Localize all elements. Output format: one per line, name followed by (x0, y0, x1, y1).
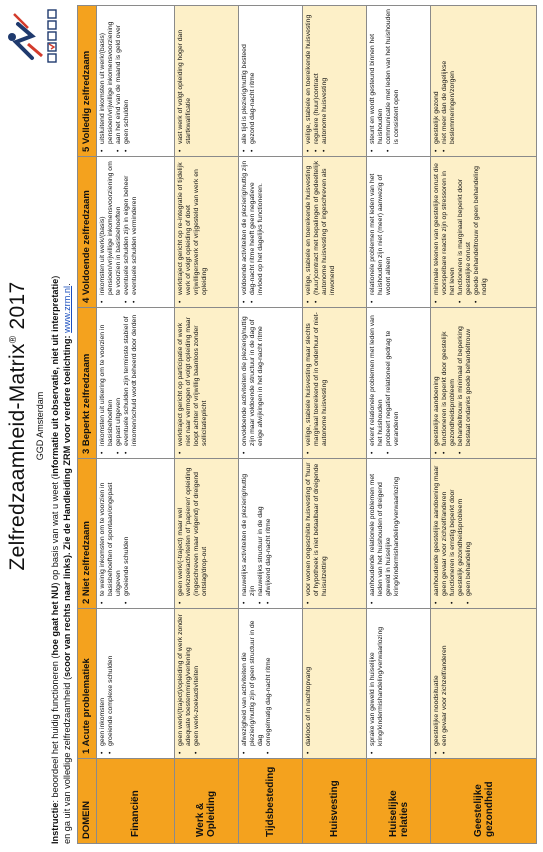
criteria-item: • aanhoudende relationele problemen met leden van het huishouden of dreigend geweld in huiselijke kring/kindermishandeling/verwaarlozing (369, 462, 401, 598)
criteria-item: • functioneren is beperkt door geestelijk gezondheidsprobleem (441, 311, 457, 448)
criteria-list (177, 612, 201, 755)
zrm-logo-icon (2, 6, 64, 68)
criteria-list (241, 9, 257, 153)
criteria-item: • goede behandeltrouw of geen behandeling nodig (473, 160, 489, 297)
header-limited: 3 Beperkt zelfredzaam (78, 308, 97, 459)
zrm-matrix-table (77, 5, 537, 844)
criteria-list (99, 9, 131, 153)
matrix-cell (174, 6, 238, 157)
criteria-item: • erkent relationele problemen met leden van het huishouden (369, 311, 385, 448)
criteria-list (177, 160, 209, 304)
criteria-item: • nauwelijks structuur in de dag (257, 462, 265, 598)
criteria-item: • afwezigheid van activiteiten die plezierig/nuttig zijn of geen structuur in de dag (241, 612, 265, 748)
matrix-cell (239, 6, 303, 157)
header-domain: DOMEIN (78, 759, 97, 844)
criteria-item: • geen werk/(-traject) maar wel werkzoekactiviteiten of 'papieren' opleiding (ingeschreven maar volgend) of dreigend ontslag/drop-out (177, 462, 209, 598)
criteria-item: • aanhoudende geestelijke aandoening maar geen gevaar voor zichzelf/anderen (433, 462, 449, 598)
criteria-list (99, 311, 139, 455)
criteria-item: • behandeltrouw is minimaal of beperking bestaat ondanks goede behandeltrouw (457, 311, 473, 448)
criteria-item: • geen werk/(traject)/opleiding of werk zonder adequate toestemming/verlening (177, 612, 193, 748)
criteria-list (241, 612, 273, 755)
criteria-list (433, 160, 489, 304)
criteria-item: • geestelijke noodsituatie (433, 612, 441, 748)
criteria-item: • veilige, stabiele huisvesting maar slechts marginaal toereikend of in onderhuur of niet-autonome huisvesting (305, 311, 329, 448)
criteria-list (369, 9, 401, 153)
title-text: Zelfredzaamheid-Matrix (6, 343, 29, 571)
domain-label: Financiën (97, 759, 175, 844)
criteria-item: • dakloos of in nachtopvang (305, 612, 313, 748)
criteria-list (305, 160, 337, 304)
criteria-item: • probeert negatief relationeel gedrag te veranderen (385, 311, 401, 448)
criteria-item: • werktraject gericht op re-integratie of tijdelijk werk of volgt opleiding of doet vrijwilligerswerk of vrijgesteld van werk en opleiding (177, 160, 209, 297)
criteria-item: • alle tijd is plezierig/nuttig besteed (241, 9, 249, 146)
domain-label: Huiselijke relaties (367, 759, 431, 844)
matrix-cell (97, 459, 175, 609)
criteria-item: • geestelijke aandoening (433, 311, 441, 448)
matrix-cell (303, 308, 367, 459)
header-sufficient: 4 Voldoende zelfredzaam (78, 157, 97, 308)
zrm-link[interactable]: www.zrm.nl (62, 285, 72, 333)
instruction-bold: ). Zie de Handleiding ZRM voor verdere toelichting: (62, 332, 72, 558)
instruction-part: ) op basis van wat u weet ( (50, 476, 60, 586)
criteria-item: • te weinig inkomsten om te voorzien in basisbehoeften of spontaan/ongepast uitgeven (99, 462, 123, 598)
matrix-cell (239, 459, 303, 609)
registered-mark: ® (8, 335, 19, 344)
matrix-cell (431, 157, 537, 308)
matrix-cell (174, 459, 238, 609)
criteria-list (241, 462, 273, 605)
criteria-item: • voldoende activiteiten die plezierig/nuttig zijn (241, 160, 249, 297)
criteria-item: • onregelmatig dag-nacht ritme (265, 612, 273, 748)
table-row (239, 6, 303, 844)
criteria-item: • dag-nacht ritme heeft geen negatieve invloed op het dagelijks functioneren. (249, 160, 265, 297)
criteria-item: • eventuele schulden verminderen (131, 160, 139, 297)
instruction-bold: hoe gaat het NU (50, 585, 60, 656)
instruction-text (49, 144, 73, 844)
matrix-cell (97, 308, 175, 459)
criteria-list (99, 160, 139, 304)
instruction-bold: scoor van rechts naar links (62, 558, 72, 677)
instruction-part: en ga uit van volledige zelfredzaamheid ( (62, 676, 72, 844)
table-row (97, 6, 175, 844)
criteria-item: • gepast uitgeven (115, 311, 123, 448)
criteria-item: • werktraject gericht op participatie of werk niet naar vermogen of volgt opleiding maar loopt achter of vrijwillig baanloos zonder sollicitatieplicht (177, 311, 209, 448)
matrix-cell (174, 157, 238, 308)
domain-label: Huisvesting (303, 759, 367, 844)
criteria-item: • relationele problemen met leden van het huishouden zijn niet (meer) aanwezig of woont alleen (369, 160, 393, 297)
matrix-cell (97, 6, 175, 157)
criteria-item: • eventuele schulden zijn terminste stabiel of inkomen/schuld wordt beheerd door derden (123, 311, 139, 448)
matrix-cell (303, 6, 367, 157)
table-row (431, 6, 537, 844)
matrix-cell (431, 6, 537, 157)
criteria-list (433, 9, 457, 153)
criteria-item: • aan het eind van de maand is geld over (115, 9, 123, 146)
criteria-item: • autonome huisvesting (321, 9, 329, 146)
criteria-list (433, 462, 473, 605)
instruction-part: ) (50, 275, 60, 279)
criteria-list (99, 612, 115, 755)
matrix-cell (431, 609, 537, 759)
criteria-item: • inkomsten uit werk/(basis) pensioen/vrijwillige inkomensvoorziening om te voorzien in basisbehoeften (99, 160, 123, 297)
matrix-cell (303, 459, 367, 609)
header-fully: 5 Volledig zelfredzaam (78, 6, 97, 157)
criteria-item: • een gevaar voor zichzelf/anderen (441, 612, 449, 748)
instruction-part: : beoordeel het huidig functioneren ( (50, 655, 60, 803)
criteria-list (305, 612, 313, 755)
matrix-cell (303, 609, 367, 759)
matrix-cell (97, 157, 175, 308)
matrix-cell (303, 157, 367, 308)
instruction-part: . (62, 283, 72, 286)
instruction-label: Instructie (50, 802, 60, 844)
title-year: 2017 (6, 281, 29, 330)
criteria-item: • voor wonen ongeschikte huisvesting of 'huur of hypotheek is niet betaalbaar of dreigende huisuitzetting (305, 462, 329, 598)
criteria-item: • minimale tekenen van geestelijke onrust die voorspelbare reactie zijn op stressoren in het leven (433, 160, 457, 297)
matrix-cell (174, 308, 238, 459)
criteria-item: • (huur)contract met bepalingen of gedeeltelijk autonome huisvesting of ingeschreven als inwonend (313, 160, 337, 297)
criteria-item: • niet meer dan de dagelijkse beslommeringen/zorgen (441, 9, 457, 146)
domain-label: Geestelijke gezondheid (431, 759, 537, 844)
criteria-item: • nauwelijks activiteiten die plezierig/nuttig zijn (241, 462, 257, 598)
criteria-item: • communicatie met leden van het huishouden is consistent open (385, 9, 401, 146)
criteria-item: • geen schulden (123, 9, 131, 146)
criteria-item: • gezond dag-nacht ritme (249, 9, 257, 146)
domain-label: Tijdsbesteding (239, 759, 303, 844)
criteria-list (99, 462, 131, 605)
criteria-list (433, 311, 473, 455)
criteria-item: • geen behandeling (465, 462, 473, 598)
criteria-list (177, 9, 193, 153)
table-row (303, 6, 367, 844)
criteria-item: • vast werk of volgt opleiding hoger dan startkwalificatie (177, 9, 193, 146)
header-not-self-reliant: 2 Niet zelfredzaam (78, 459, 97, 609)
matrix-cell (367, 157, 431, 308)
criteria-list (241, 160, 265, 304)
criteria-item: • sprake van geweld in huiselijke kring/kindermishandeling/verwaarlozing (369, 612, 385, 748)
matrix-body (97, 6, 537, 844)
criteria-item: • veilige, stabiele en toereikende huisvesting (305, 9, 313, 146)
criteria-list (305, 311, 329, 455)
criteria-list (433, 612, 449, 755)
matrix-cell (367, 6, 431, 157)
criteria-list (241, 311, 265, 455)
criteria-item: • eventuele schulden zijn in eigen beheer (123, 160, 131, 297)
criteria-list (369, 462, 401, 605)
criteria-list (177, 462, 209, 605)
criteria-list (177, 311, 209, 455)
criteria-item: • functioneren is marginaal beperkt door geestelijke onrust (457, 160, 473, 297)
criteria-item: • groeiende schulden (123, 462, 131, 598)
criteria-item: • geestelijk gezond (433, 9, 441, 146)
matrix-cell (239, 308, 303, 459)
matrix-cell (174, 609, 238, 759)
criteria-item: • steunt en wordt gesteund binnen het huishouden (369, 9, 385, 146)
criteria-list (305, 462, 329, 605)
criteria-item: • inkomsten uit uitkering om te voorzien in basisbehoeften (99, 311, 115, 448)
criteria-list (369, 612, 385, 755)
matrix-cell (431, 459, 537, 609)
criteria-item: • uitsluitend inkomsten uit werk/(basis) pensioen/vrijwillige inkomensvoorziening (99, 9, 115, 146)
subtitle: GGD Amsterdam (35, 391, 45, 461)
page-title (6, 0, 30, 852)
matrix-cell (239, 609, 303, 759)
domain-label: Werk & Opleiding (174, 759, 238, 844)
criteria-item: • onvoldoende activiteiten die plezierig/nuttig zijn maar voldoende structuur in de dag of enige afwijkingen in het dag-nacht ritme (241, 311, 265, 448)
matrix-cell (239, 157, 303, 308)
criteria-list (369, 160, 393, 304)
criteria-list (305, 9, 329, 153)
header-row (78, 6, 97, 844)
criteria-item: • veilige, stabiele en toereikende huisvesting (305, 160, 313, 297)
matrix-cell (367, 308, 431, 459)
table-row (367, 6, 431, 844)
criteria-item: • reguliere (huur)contract (313, 9, 321, 146)
criteria-item: • functioneren is ernstig beperkt door geestelijk gezondheidsprobleem (449, 462, 465, 598)
table-row (174, 6, 238, 844)
criteria-item: • afwijkend dag-nacht ritme (265, 462, 273, 598)
criteria-item: • geen werk-zoekactiviteiten (193, 612, 201, 748)
matrix-cell (97, 609, 175, 759)
criteria-item: • groeiende complexe schulden (107, 612, 115, 748)
matrix-cell (367, 459, 431, 609)
header-acute: 1 Acute problematiek (78, 609, 97, 759)
matrix-cell (431, 308, 537, 459)
criteria-list (369, 311, 401, 455)
criteria-item: • geen inkomsten (99, 612, 107, 748)
instruction-bold: informatie uit observatie, niet uit interpretatie (50, 278, 60, 477)
matrix-cell (367, 609, 431, 759)
